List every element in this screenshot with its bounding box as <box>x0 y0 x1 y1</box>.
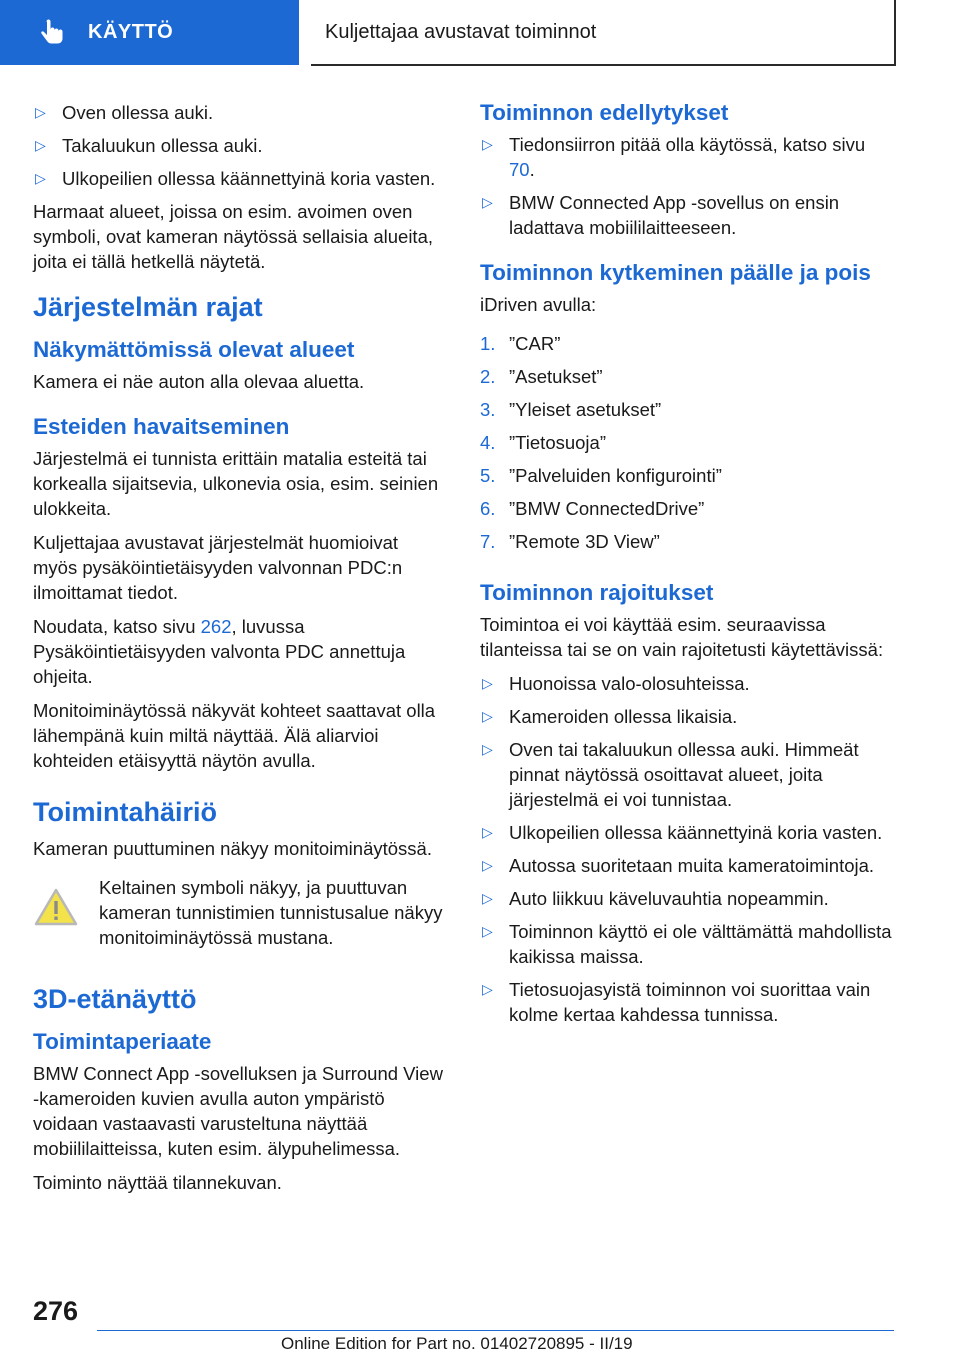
list-item: ▷ Huonoissa valo-olosuhteissa. <box>482 673 750 694</box>
triangle-bullet-icon: ▷ <box>482 890 493 906</box>
step-item: 4. ”Tietosuoja” <box>480 432 606 453</box>
list-item: ▷ Oven tai takaluukun ollessa auki. Himmeät pinnat näytössä osoittavat alueet, joita järjestelmä ei voi tunnistaa. <box>482 739 859 810</box>
heading-malfunction: Toimintahäiriö <box>33 797 218 827</box>
list-item: ▷ Kameroiden ollessa likaisia. <box>482 706 738 727</box>
paragraph: Monitoiminäytössä näkyvät kohteet saattavat olla lähempänä kuin miltä näyttää. Älä aliarvioi kohteiden etäisyyttä näytön avulla. <box>33 700 436 771</box>
paragraph: Kuljettajaa avustavat järjestelmät huomioivat myös pysäköintietäisyyden valvonnan PDC:n ilmoittamat tiedot. <box>33 532 403 603</box>
step-item: 5. ”Palveluiden konfigurointi” <box>480 465 722 486</box>
paragraph: Kameran puuttuminen näkyy monitoiminäytössä. <box>33 838 432 859</box>
triangle-bullet-icon: ▷ <box>482 741 493 757</box>
condition-list <box>33 100 447 191</box>
chapter-title-box <box>311 0 896 66</box>
heading-system-limits: Järjestelmän rajat <box>33 292 263 322</box>
list-item: ▷ Takaluukun ollessa auki. <box>35 135 263 156</box>
paragraph: Kamera ei näe auton alla olevaa aluetta. <box>33 371 365 392</box>
step-item: 6. ”BMW ConnectedDrive” <box>480 498 705 519</box>
list-item: ▷ BMW Connected App -sovellus on ensin ladattava mobiililaitteeseen. <box>482 192 840 238</box>
triangle-bullet-icon: ▷ <box>482 194 493 210</box>
page-number: 276 <box>33 1296 79 1326</box>
list-item: ▷ Tietosuojasyistä toiminnon voi suorittaa vain kolme kertaa kahdessa tunnissa. <box>482 979 871 1025</box>
paragraph: BMW Connect App -sovelluksen ja Surround View -kameroiden kuvien avulla auton ympäristö voidaan vastaavasti varusteltuna näyttää mobiililaitteissa, kuten esim. älypuhelimessa. <box>33 1063 443 1159</box>
list-item: ▷ Autossa suoritetaan muita kameratoimintoja. <box>482 855 875 876</box>
list-item: ▷ Auto liikkuu käveluvauhtia nopeammin. <box>482 888 829 909</box>
list-item: ▷ Oven ollessa auki. <box>35 102 214 123</box>
requirements-list <box>480 132 895 240</box>
list-item: ▷ Tiedonsiirron pitää olla käytössä, katso sivu 70. <box>482 134 866 180</box>
step-item: 7. ”Remote 3D View” <box>480 531 660 552</box>
heading-obstacle-detection: Esteiden havaitseminen <box>33 414 290 439</box>
triangle-bullet-icon: ▷ <box>482 981 493 997</box>
triangle-bullet-icon: ▷ <box>482 923 493 939</box>
page-link-262[interactable]: 262 <box>200 616 232 637</box>
limits-list <box>480 671 895 1027</box>
step-item: 1. ”CAR” <box>480 333 561 354</box>
heading-switch-on-off: Toiminnon kytkeminen päälle ja pois <box>480 260 871 285</box>
paragraph: Toimintoa ei voi käyttää esim. seuraavissa tilanteissa tai se on vain rajoitetusti käytettävissä: <box>480 614 884 660</box>
triangle-bullet-icon: ▷ <box>35 137 46 153</box>
edition-note: Online Edition for Part no. 01402720895 - II/19 <box>281 1334 633 1353</box>
step-item: 2. ”Asetukset” <box>480 366 603 387</box>
triangle-bullet-icon: ▷ <box>35 104 46 120</box>
warning-note <box>33 875 447 950</box>
paragraph: Järjestelmä ei tunnista erittäin matalia esteitä tai korkealla sijaitsevia, ulkonevia osia, esim. seinien ulokkeita. <box>33 448 439 519</box>
page-link-70[interactable]: 70 <box>509 159 530 180</box>
section-label: KÄYTTÖ <box>88 21 174 43</box>
triangle-bullet-icon: ▷ <box>482 824 493 840</box>
hand-pointer-icon <box>38 19 66 47</box>
warning-text: Keltainen symboli näkyy, ja puuttuvan kameran tunnistimien tunnistusalue näkyy monitoiminäytössä mustana. <box>99 877 443 948</box>
paragraph: iDriven avulla: <box>480 294 597 315</box>
triangle-bullet-icon: ▷ <box>482 857 493 873</box>
list-item: ▷ Toiminnon käyttö ei ole välttämättä mahdollista kaikissa maissa. <box>482 921 892 967</box>
triangle-bullet-icon: ▷ <box>482 675 493 691</box>
heading-requirements: Toiminnon edellytykset <box>480 100 729 125</box>
triangle-bullet-icon: ▷ <box>482 708 493 724</box>
triangle-bullet-icon: ▷ <box>482 136 493 152</box>
heading-limits: Toiminnon rajoitukset <box>480 580 714 605</box>
chapter-title: Kuljettajaa avustavat toiminnot <box>325 20 597 43</box>
list-item: ▷ Ulkopeilien ollessa käännettyinä koria vasten. <box>482 822 883 843</box>
paragraph: Noudata, katso sivu 262, luvussa Pysäköintietäisyyden valvonta PDC annettuja ohjeita. <box>33 616 406 687</box>
right-column <box>480 100 895 1035</box>
step-item: 3. ”Yleiset asetukset” <box>480 399 662 420</box>
section-tab <box>0 0 299 65</box>
list-item: ▷ Ulkopeilien ollessa käännettyinä koria vasten. <box>35 168 436 189</box>
left-column <box>33 100 447 1204</box>
heading-principle: Toimintaperiaate <box>33 1029 212 1054</box>
warning-triangle-icon <box>33 887 79 927</box>
heading-3d-view: 3D-etänäyttö <box>33 984 197 1014</box>
paragraph: Harmaat alueet, joissa on esim. avoimen oven symboli, ovat kameran näytössä sellaisia alueita, joita ei tällä hetkellä näytetä. <box>33 201 433 272</box>
heading-invisible-areas: Näkymättömissä olevat alueet <box>33 337 355 362</box>
menu-steps-list <box>480 331 895 554</box>
paragraph: Toiminto näyttää tilannekuvan. <box>33 1172 282 1193</box>
footer-divider <box>97 1330 894 1331</box>
triangle-bullet-icon: ▷ <box>35 170 46 186</box>
